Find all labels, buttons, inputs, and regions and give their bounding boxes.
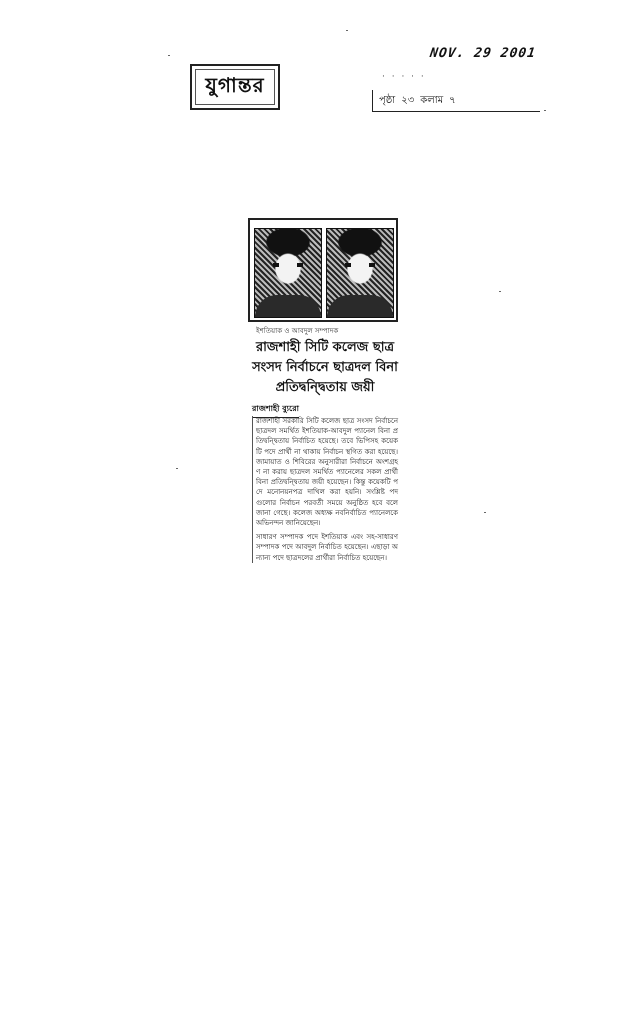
- photo-caption: ইশতিয়াক ও আবদুল সম্পাদক: [256, 327, 339, 335]
- scan-speck: [346, 30, 348, 31]
- photo-detail: [345, 263, 375, 267]
- body-paragraph: রাজশাহী সরকারি সিটি কলেজ ছাত্র সংসদ নির্বাচনে ছাত্রদল সমর্থিত ইশতিয়াক-আবদুল প্যানেল বিনা প্রতিদ্বন্দ্বিতায় নির্বাচিত হয়েছে। তবে ভিপিসহ কয়েকটি পদে প্রার্থী না থাকায় নির্বাচন স্থগিত করা হয়েছে। জামায়াত ও শিবিরের অনুসারীরা নির্বাচনে অংশগ্রহণ না করায় ছাত্রদল সমর্থিত প্যানেলের সকল প্রার্থী বিনা প্রতিদ্বন্দ্বিতায় জয়ী হয়েছেন। কিন্তু কয়েকটি পদে মনোনয়নপত্র দাখিল করা হয়নি। সংশ্লিষ্ট পদগুলোর নির্বাচন পরবর্তী সময়ে অনুষ্ঠিত হবে বলে জানা গেছে। কলেজ অধ্যক্ষ নবনির্বাচিত প্যানেলকে অভিনন্দন জানিয়েছেন।: [256, 417, 398, 528]
- body-paragraph: সাধারণ সম্পাদক পদে ইশতিয়াক এবং সহ-সাধারণ সম্পাদক পদে আবদুল নির্বাচিত হয়েছেন। এছাড়া অন্যান্য পদে ছাত্রদলের প্রার্থীরা নির্বাচিত হয়েছেন।: [256, 533, 398, 562]
- portrait-photo-left: [254, 228, 322, 318]
- scan-speck: [484, 512, 486, 513]
- scan-speck: [168, 55, 170, 56]
- photo-detail: [255, 295, 321, 317]
- scan-speck: [176, 468, 178, 469]
- photo-detail: [327, 295, 393, 317]
- portrait-photo-right: [326, 228, 394, 318]
- reference-line: পৃষ্ঠা ২৩ কলাম ৭: [372, 90, 540, 112]
- scan-speck: [499, 291, 501, 292]
- photo-detail: [273, 263, 303, 267]
- scan-speck: [544, 110, 546, 111]
- article-headline: রাজশাহী সিটি কলেজ ছাত্র সংসদ নির্বাচনে ছাত্রদল বিনা প্রতিদ্বন্দ্বিতায় জয়ী: [252, 340, 398, 395]
- newspaper-masthead: [190, 64, 280, 110]
- newspaper-name: যুগান্তর: [205, 72, 265, 97]
- reference-marks: · · · · ·: [382, 72, 426, 82]
- article-body: [252, 416, 398, 563]
- article-byline: রাজশাহী ব্যুরো: [252, 403, 299, 418]
- date-stamp: NOV. 29 2001: [428, 46, 537, 61]
